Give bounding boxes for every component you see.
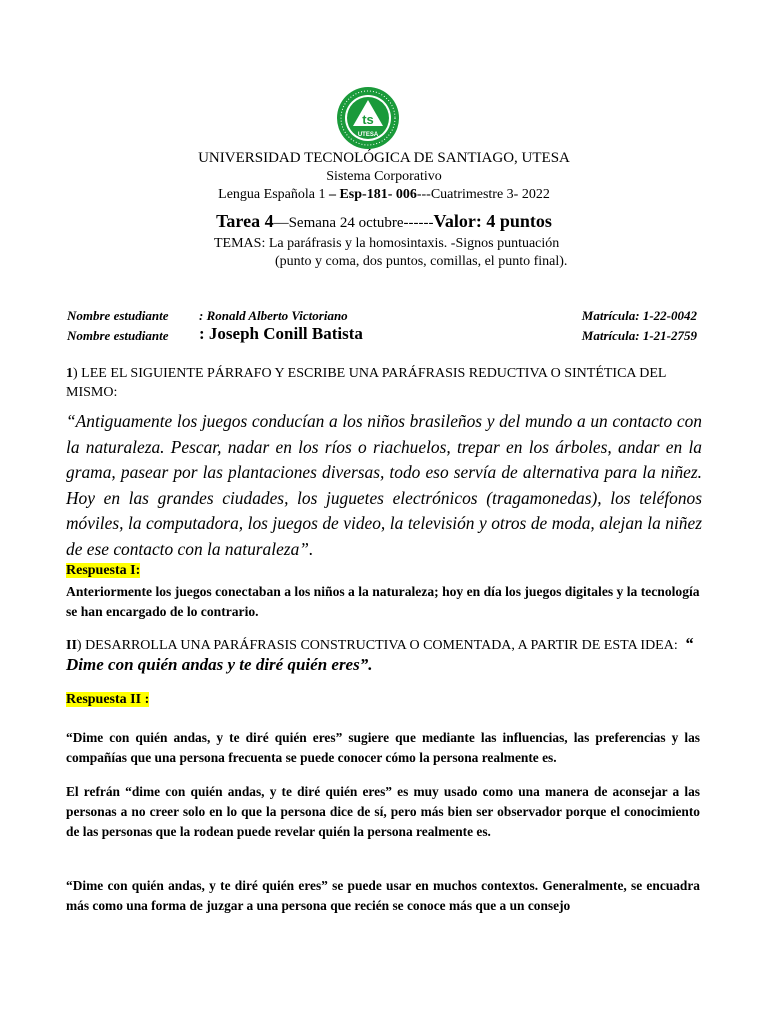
answer-2-paragraph: El refrán “dime con quién andas, y te diré quién eres” es muy usado como una manera de aconsejar a las personas a no creer solo en lo que la persona dice de sí, pero más bien ser observador porque el conocimiento de las personas que la rodean puede revelar quién la persona realmente es. bbox=[66, 784, 700, 839]
course-prefix: Lengua Española 1 bbox=[218, 187, 329, 202]
question-2-idea: “ Dime con quién andas y te diré quién eres”. bbox=[66, 634, 694, 674]
student-name bbox=[199, 324, 363, 344]
question-2-number: II bbox=[66, 638, 77, 653]
course-code: – Esp-181- 006 bbox=[328, 187, 417, 202]
question-1-number: 1 bbox=[66, 366, 73, 381]
task-week: —Semana 24 octubre------ bbox=[273, 215, 434, 231]
svg-text:ts: ts bbox=[362, 112, 374, 127]
student-row-2 bbox=[67, 326, 697, 346]
student-label: Nombre estudiante bbox=[67, 308, 169, 323]
student-matricula: Matrícula: 1-21-2759 bbox=[581, 328, 697, 343]
student-name: : Ronald Alberto Victoriano bbox=[199, 308, 348, 323]
student-name-prefix: : bbox=[199, 324, 209, 343]
student-label: Nombre estudiante bbox=[67, 328, 169, 343]
answer-2-paragraph: “Dime con quién andas, y te diré quién eres” sugiere que mediante las influencias, las preferencias y las compañías que una persona frecuenta se puede conocer cómo la persona realmente es. bbox=[66, 730, 700, 765]
answer-1-label-text: Respuesta I: bbox=[66, 563, 141, 578]
svg-text:UTESA: UTESA bbox=[357, 132, 379, 138]
utesa-logo bbox=[336, 86, 400, 150]
task-title: Tarea 4 bbox=[216, 211, 274, 231]
question-1-quote: “Antiguamente los juegos conducían a los niños brasileños y del mundo a un contacto con la naturaleza. Pescar, nadar en los ríos o riachuelos, trepar en los árboles, andar en la grama, pasear por las plantaciones diversas, todo eso servía de alternativa para la niñez. Hoy en las grandes ciudades, los juguetes electrónicos (tragamonedas), los teléfonos móviles, la computadora, los juegos de video, la televisión y otros de moda, alejan la niñez de ese contacto con la naturaleza”. bbox=[66, 411, 702, 559]
answer-2-label-text: Respuesta II : bbox=[66, 692, 150, 707]
student-row-1 bbox=[67, 306, 697, 326]
student-name-value: Joseph Conill Batista bbox=[208, 324, 363, 343]
question-2 bbox=[66, 634, 706, 676]
question-2-text: ) DESARROLLA UNA PARÁFRASIS CONSTRUCTIVA O COMENTADA, A PARTIR DE ESTA IDEA: bbox=[76, 638, 678, 653]
system-name: Sistema Corporativo bbox=[326, 169, 442, 184]
course-line bbox=[0, 187, 768, 203]
answer-2-paragraph: “Dime con quién andas, y te diré quién eres” se puede usar en muchos contextos. Generalmente, se encuadra más como una forma de juzgar a una persona que recién se conoce más que a un consejo bbox=[66, 878, 700, 913]
answer-2-label bbox=[66, 690, 149, 708]
task-heading bbox=[0, 211, 768, 232]
task-value: Valor: 4 puntos bbox=[433, 211, 552, 231]
question-1 bbox=[66, 364, 702, 402]
topics-line-2: (punto y coma, dos puntos, comillas, el punto final). bbox=[275, 254, 568, 269]
answer-1-text: Anteriormente los juegos conectaban a los niños a la naturaleza; hoy en día los juegos digitales y la tecnología se han encargado de lo contrario. bbox=[66, 584, 700, 619]
course-suffix: ---Cuatrimestre 3- 2022 bbox=[416, 187, 550, 202]
student-matricula: Matrícula: 1-22-0042 bbox=[581, 308, 697, 323]
topics-line-1: TEMAS: La paráfrasis y la homosintaxis. -Signos puntuación bbox=[214, 236, 560, 251]
university-name: UNIVERSIDAD TECNOLÓGICA DE SANTIAGO, UTESA bbox=[198, 150, 570, 166]
answer-1-label bbox=[66, 561, 140, 579]
question-1-text: ) LEE EL SIGUIENTE PÁRRAFO Y ESCRIBE UNA PARÁFRASIS REDUCTIVA O SINTÉTICA DEL MISMO: bbox=[66, 366, 666, 400]
